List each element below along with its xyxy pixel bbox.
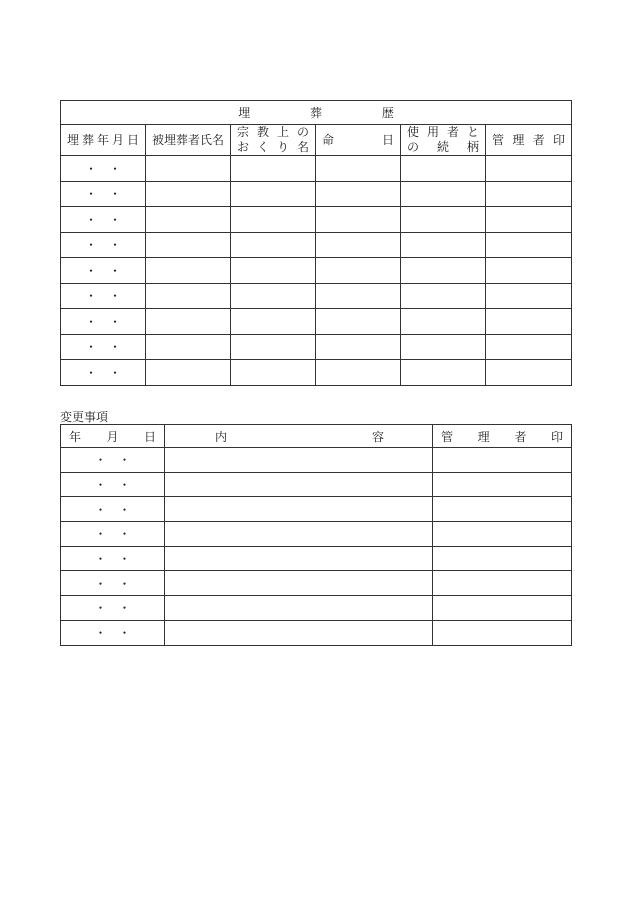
death-date-cell[interactable] xyxy=(316,181,401,207)
burial-date-cell[interactable]: ・・ xyxy=(61,283,146,309)
religious-name-cell[interactable] xyxy=(231,258,316,284)
header-burial-date: 埋 葬 年 月 日 xyxy=(61,125,146,156)
relation-cell[interactable] xyxy=(401,258,486,284)
changes-content-cell[interactable] xyxy=(165,497,433,522)
religious-name-cell[interactable] xyxy=(231,181,316,207)
changes-date-cell[interactable]: ・・ xyxy=(61,472,165,497)
changes-seal-cell[interactable] xyxy=(433,472,572,497)
burial-history-table xyxy=(60,100,572,386)
deceased-name-cell[interactable] xyxy=(146,207,231,233)
changes-date-cell[interactable]: ・・ xyxy=(61,596,165,621)
header-religious-name: 宗 教 上 の お く り 名 xyxy=(231,125,316,156)
changes-row xyxy=(61,522,572,547)
burial-row xyxy=(61,181,572,207)
relation-cell[interactable] xyxy=(401,232,486,258)
religious-name-cell[interactable] xyxy=(231,334,316,360)
death-date-cell[interactable] xyxy=(316,258,401,284)
changes-row xyxy=(61,571,572,596)
changes-header-content: 内 容 xyxy=(165,425,433,448)
changes-content-cell[interactable] xyxy=(165,448,433,473)
changes-date-cell[interactable]: ・・ xyxy=(61,546,165,571)
manager-seal-cell[interactable] xyxy=(486,309,572,335)
religious-name-cell[interactable] xyxy=(231,232,316,258)
religious-name-cell[interactable] xyxy=(231,360,316,386)
changes-date-cell[interactable]: ・・ xyxy=(61,620,165,645)
death-date-cell[interactable] xyxy=(316,232,401,258)
changes-content-cell[interactable] xyxy=(165,596,433,621)
changes-content-cell[interactable] xyxy=(165,522,433,547)
changes-date-cell[interactable]: ・・ xyxy=(61,448,165,473)
relation-cell[interactable] xyxy=(401,360,486,386)
changes-row xyxy=(61,448,572,473)
changes-date-cell[interactable]: ・・ xyxy=(61,497,165,522)
changes-seal-cell[interactable] xyxy=(433,620,572,645)
deceased-name-cell[interactable] xyxy=(146,309,231,335)
burial-date-cell[interactable]: ・・ xyxy=(61,309,146,335)
manager-seal-cell[interactable] xyxy=(486,181,572,207)
changes-row xyxy=(61,620,572,645)
death-date-cell[interactable] xyxy=(316,309,401,335)
changes-content-cell[interactable] xyxy=(165,472,433,497)
changes-row xyxy=(61,472,572,497)
changes-label: 変更事項 xyxy=(60,410,109,424)
burial-history-title xyxy=(61,101,572,125)
title-char: 歴 xyxy=(381,106,394,120)
header-relation: 使 用 者 と の 続 柄 xyxy=(401,125,486,156)
relation-cell[interactable] xyxy=(401,283,486,309)
burial-date-cell[interactable]: ・・ xyxy=(61,181,146,207)
changes-date-cell[interactable]: ・・ xyxy=(61,571,165,596)
changes-seal-cell[interactable] xyxy=(433,497,572,522)
changes-seal-cell[interactable] xyxy=(433,596,572,621)
burial-date-cell[interactable]: ・・ xyxy=(61,207,146,233)
header-deceased-name: 被埋葬者氏名 xyxy=(146,125,231,156)
burial-row xyxy=(61,309,572,335)
relation-cell[interactable] xyxy=(401,334,486,360)
burial-row xyxy=(61,207,572,233)
religious-name-cell[interactable] xyxy=(231,207,316,233)
relation-cell[interactable] xyxy=(401,156,486,182)
relation-cell[interactable] xyxy=(401,181,486,207)
deceased-name-cell[interactable] xyxy=(146,181,231,207)
manager-seal-cell[interactable] xyxy=(486,232,572,258)
deceased-name-cell[interactable] xyxy=(146,283,231,309)
changes-seal-cell[interactable] xyxy=(433,546,572,571)
deceased-name-cell[interactable] xyxy=(146,258,231,284)
manager-seal-cell[interactable] xyxy=(486,283,572,309)
deceased-name-cell[interactable] xyxy=(146,334,231,360)
manager-seal-cell[interactable] xyxy=(486,258,572,284)
title-char: 葬 xyxy=(310,106,323,120)
changes-seal-cell[interactable] xyxy=(433,571,572,596)
manager-seal-cell[interactable] xyxy=(486,360,572,386)
changes-header-seal: 管 理 者 印 xyxy=(433,425,572,448)
manager-seal-cell[interactable] xyxy=(486,156,572,182)
header-manager-seal: 管 理 者 印 xyxy=(486,125,572,156)
death-date-cell[interactable] xyxy=(316,334,401,360)
changes-content-cell[interactable] xyxy=(165,546,433,571)
burial-row xyxy=(61,283,572,309)
burial-date-cell[interactable]: ・・ xyxy=(61,360,146,386)
deceased-name-cell[interactable] xyxy=(146,360,231,386)
header-death-date: 命 日 xyxy=(316,125,401,156)
burial-row xyxy=(61,360,572,386)
burial-row xyxy=(61,334,572,360)
burial-row xyxy=(61,258,572,284)
changes-seal-cell[interactable] xyxy=(433,522,572,547)
manager-seal-cell[interactable] xyxy=(486,334,572,360)
changes-seal-cell[interactable] xyxy=(433,448,572,473)
title-char: 埋 xyxy=(238,106,251,120)
burial-row xyxy=(61,156,572,182)
changes-content-cell[interactable] xyxy=(165,571,433,596)
changes-row xyxy=(61,546,572,571)
religious-name-cell[interactable] xyxy=(231,309,316,335)
burial-date-cell[interactable]: ・・ xyxy=(61,232,146,258)
changes-header-date: 年 月 日 xyxy=(61,425,165,448)
burial-date-cell[interactable]: ・・ xyxy=(61,258,146,284)
death-date-cell[interactable] xyxy=(316,360,401,386)
burial-date-cell[interactable]: ・・ xyxy=(61,156,146,182)
religious-name-cell[interactable] xyxy=(231,156,316,182)
religious-name-cell[interactable] xyxy=(231,283,316,309)
manager-seal-cell[interactable] xyxy=(486,207,572,233)
changes-row xyxy=(61,497,572,522)
burial-row xyxy=(61,232,572,258)
deceased-name-cell[interactable] xyxy=(146,156,231,182)
deceased-name-cell[interactable] xyxy=(146,232,231,258)
relation-cell[interactable] xyxy=(401,207,486,233)
changes-content-cell[interactable] xyxy=(165,620,433,645)
relation-cell[interactable] xyxy=(401,309,486,335)
burial-date-cell[interactable]: ・・ xyxy=(61,334,146,360)
changes-table xyxy=(60,424,572,646)
changes-date-cell[interactable]: ・・ xyxy=(61,522,165,547)
death-date-cell[interactable] xyxy=(316,207,401,233)
death-date-cell[interactable] xyxy=(316,156,401,182)
changes-row xyxy=(61,596,572,621)
death-date-cell[interactable] xyxy=(316,283,401,309)
